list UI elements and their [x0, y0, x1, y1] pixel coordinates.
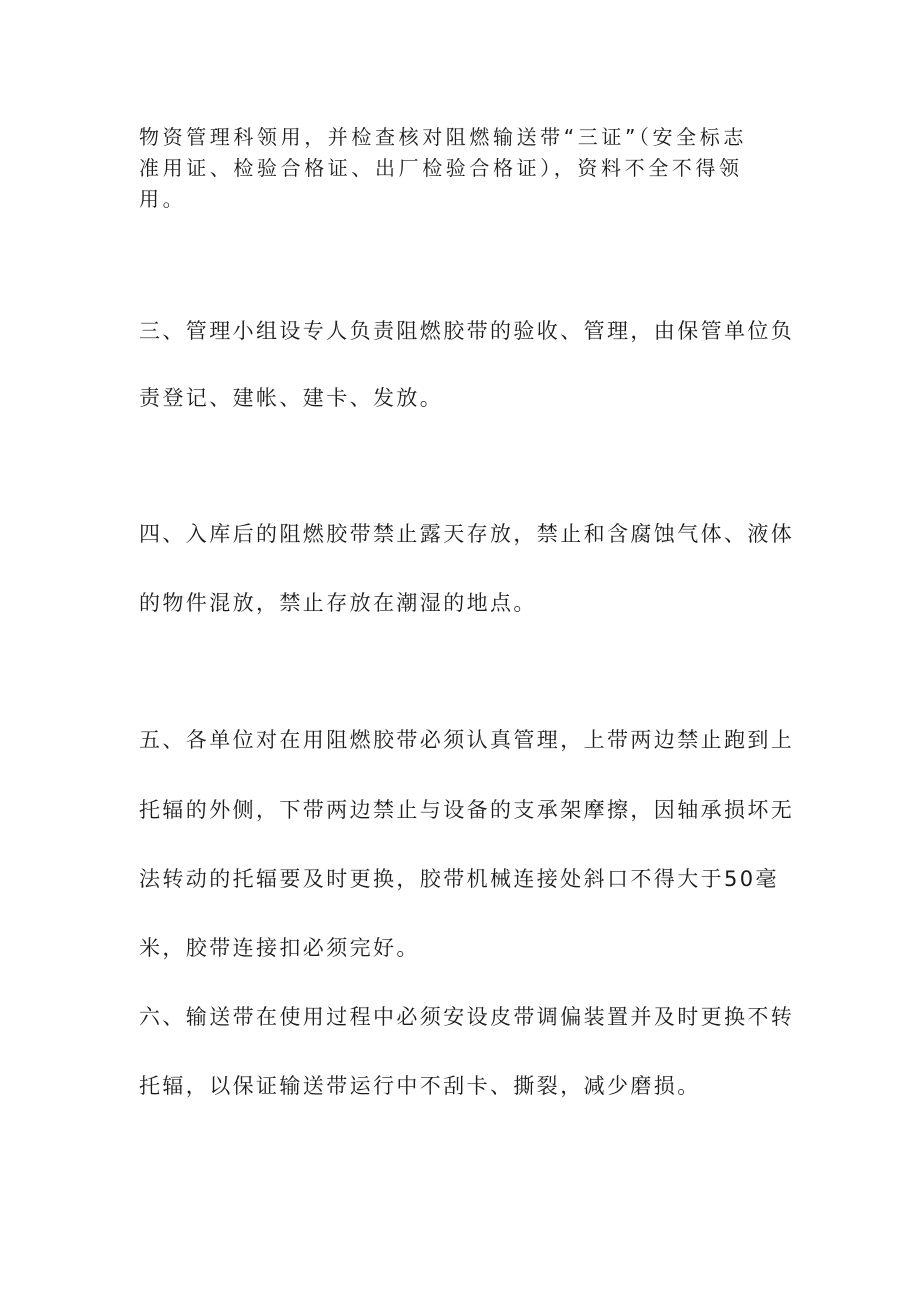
paragraph-line: 准用证、检验合格证、出厂检验合格证），资料不全不得领	[139, 156, 743, 180]
paragraph-line: 用。	[139, 187, 187, 211]
paragraph-line: 五、各单位对在用阻燃胶带必须认真管理，上带两边禁止跑到上	[139, 728, 795, 752]
paragraph-line: 托辐的外侧，下带两边禁止与设备的支承架摩擦，因轴承损坏无	[139, 798, 795, 822]
paragraph-line: 物资管理科领用，并检查核对阻燃输送带“三证”（安全标志	[139, 125, 747, 149]
paragraph-line: 法转动的托辐要及时更换，胶带机械连接处斜口不得大于50毫	[139, 867, 779, 891]
paragraph-line: 米，胶带连接扣必须完好。	[139, 936, 420, 960]
paragraph-line: 六、输送带在使用过程中必须安设皮带调偏装置并及时更换不转	[139, 1005, 795, 1029]
paragraph-line: 托辐，以保证输送带运行中不刮卡、撕裂，减少磨损。	[139, 1074, 701, 1098]
paragraph-line: 三、管理小组设专人负责阻燃胶带的验收、管理，由保管单位负	[139, 319, 795, 343]
paragraph-line: 的物件混放，禁止存放在潮湿的地点。	[139, 591, 537, 615]
paragraph-line: 责登记、建帐、建卡、发放。	[139, 386, 444, 410]
paragraph-line: 四、入库后的阻燃胶带禁止露天存放，禁止和含腐蚀气体、液体	[139, 522, 795, 546]
